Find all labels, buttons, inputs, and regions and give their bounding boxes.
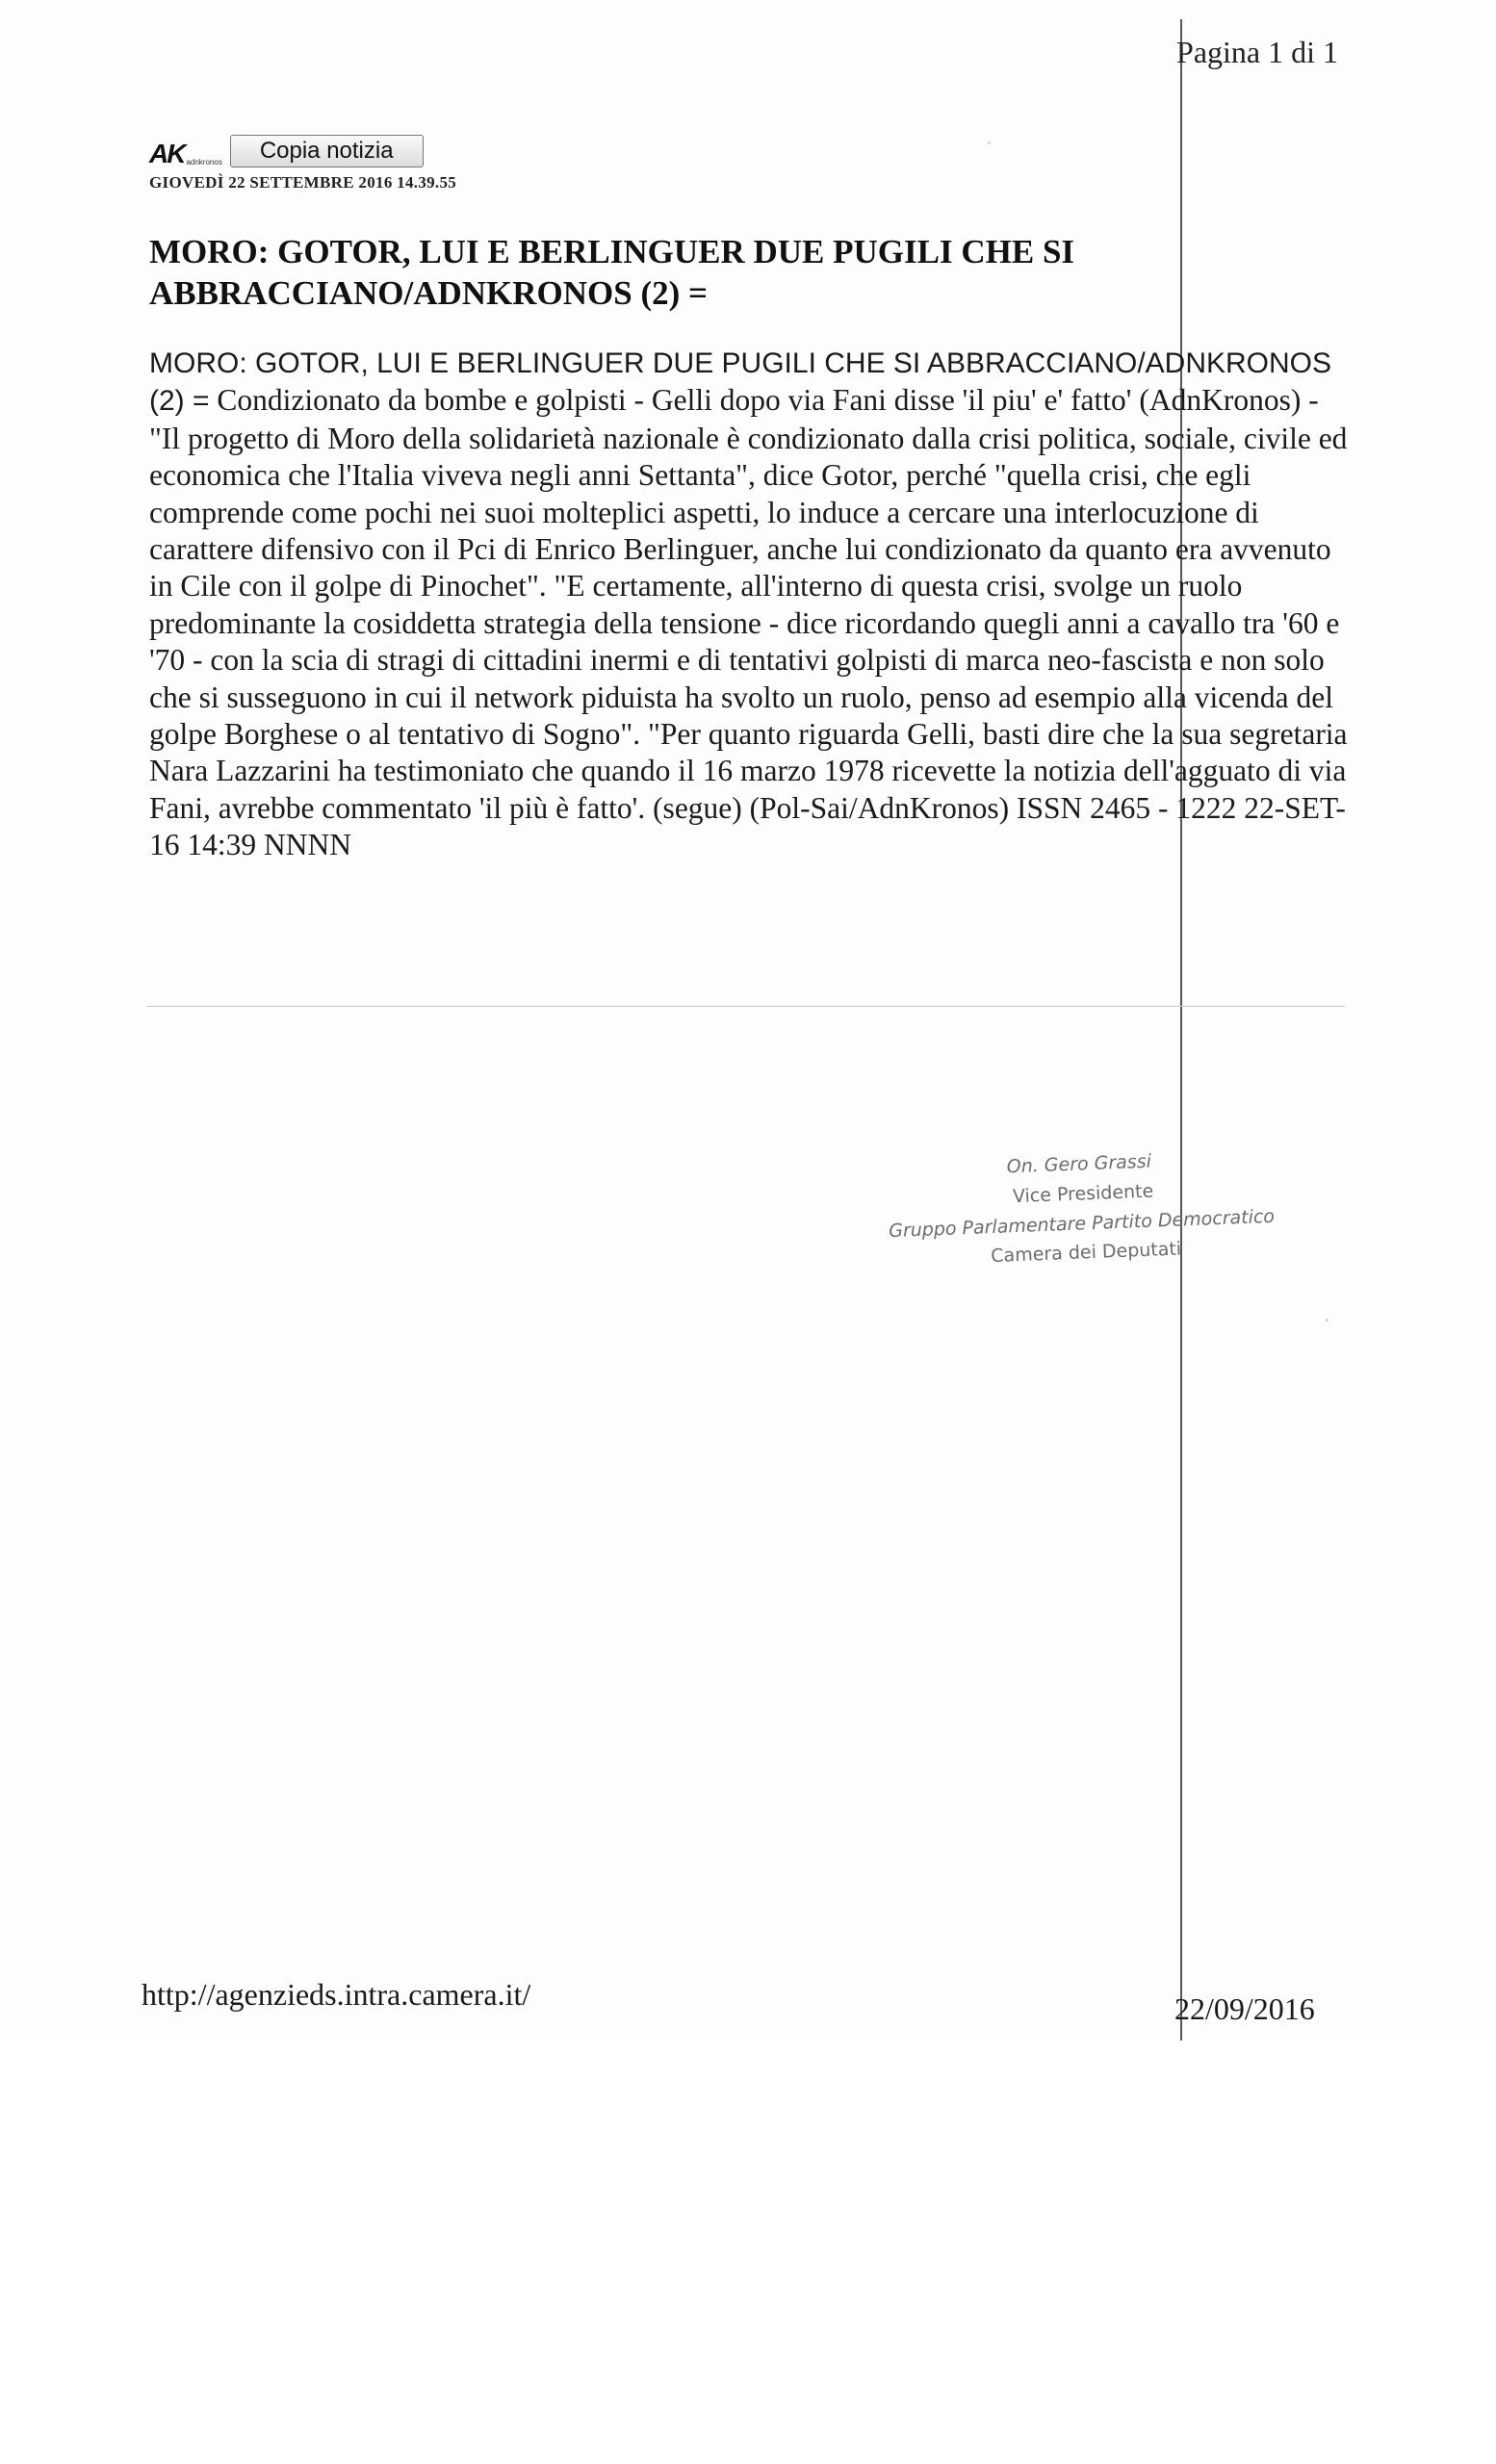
stamp-name: On. Gero Grassi [1006, 1150, 1152, 1178]
scan-speck [1326, 1319, 1328, 1322]
news-body [149, 345, 1353, 864]
scan-fold-line [1180, 19, 1182, 2040]
news-title: MORO: GOTOR, LUI E BERLINGUER DUE PUGILI CHE SI ABBRACCIANO/ADNKRONOS (2) = [149, 233, 1075, 312]
news-body-text: Condizionato da bombe e golpisti - Gelli dopo via Fani disse 'il piu' e' fatto' (AdnKronos) - "Il progetto di Moro della solidarietà nazionale è condizionato dalla crisi politica, sociale, civile ed economica che l'Italia viveva negli anni Settanta", dice Gotor, perché "quella crisi, che egli comprende come pochi nei suoi molteplici aspetti, lo induce a cercare una interlocuzione di carattere difensivo con il Pci di Enrico Berlinguer, anche lui condizionato da quanto era avvenuto in Cile con il golpe di Pinochet". "E certamente, all'interno di questa crisi, svolge un ruolo predominante la cosiddetta strategia della tensione - dice ricordando quegli anni a cavallo tra '60 e '70 - con la scia di stragi di cittadini inermi e di tentativi golpisti di marca neo-fascista e non solo che si susseguono in cui il network piduista ha svolto un ruolo, penso ad esempio alla vicenda del golpe Borghese o al tentativo di Sogno". "Per quanto riguarda Gelli, basti dire che la sua segretaria Nara Lazzarini ha testimoniato che quando il 16 marzo 1978 ricevette la notizia dell'agguato di via Fani, avrebbe commentato 'il più è fatto'. (segue) (Pol-Sai/AdnKronos) ISSN 2465 - 1222 22-SET-16 14:39 NNNN [149, 383, 1348, 862]
separator-line [146, 1006, 1345, 1007]
deputy-stamp [866, 1133, 1309, 1268]
footer-date: 22/09/2016 [1174, 1991, 1315, 2026]
logo-row [149, 129, 456, 167]
news-date: GIOVEDÌ 22 SETTEMBRE 2016 14.39.55 [149, 173, 457, 192]
news-body-title: MORO: GOTOR, LUI E BERLINGUER DUE PUGILI CHE SI ABBRACCIANO/ADNKRONOS (2) = [149, 347, 1332, 418]
blank-area [0, 2040, 1496, 2464]
logo-subtext: adnkronos [186, 158, 222, 167]
stamp-role: Vice Presidente [1012, 1180, 1154, 1208]
page-indicator: Pagina 1 di 1 [1176, 35, 1338, 69]
stamp-group: Gruppo Parlamentare Partito Democratico [888, 1205, 1276, 1243]
footer-url: http://agenzieds.intra.camera.it/ [142, 1977, 531, 2012]
news-header [149, 129, 456, 192]
scan-speck [988, 141, 991, 144]
adnkronos-logo [149, 141, 222, 167]
copy-news-button[interactable]: Copia notizia [230, 135, 424, 167]
stamp-chamber: Camera dei Deputati [990, 1238, 1182, 1268]
logo-ak-text: AK [149, 139, 185, 168]
